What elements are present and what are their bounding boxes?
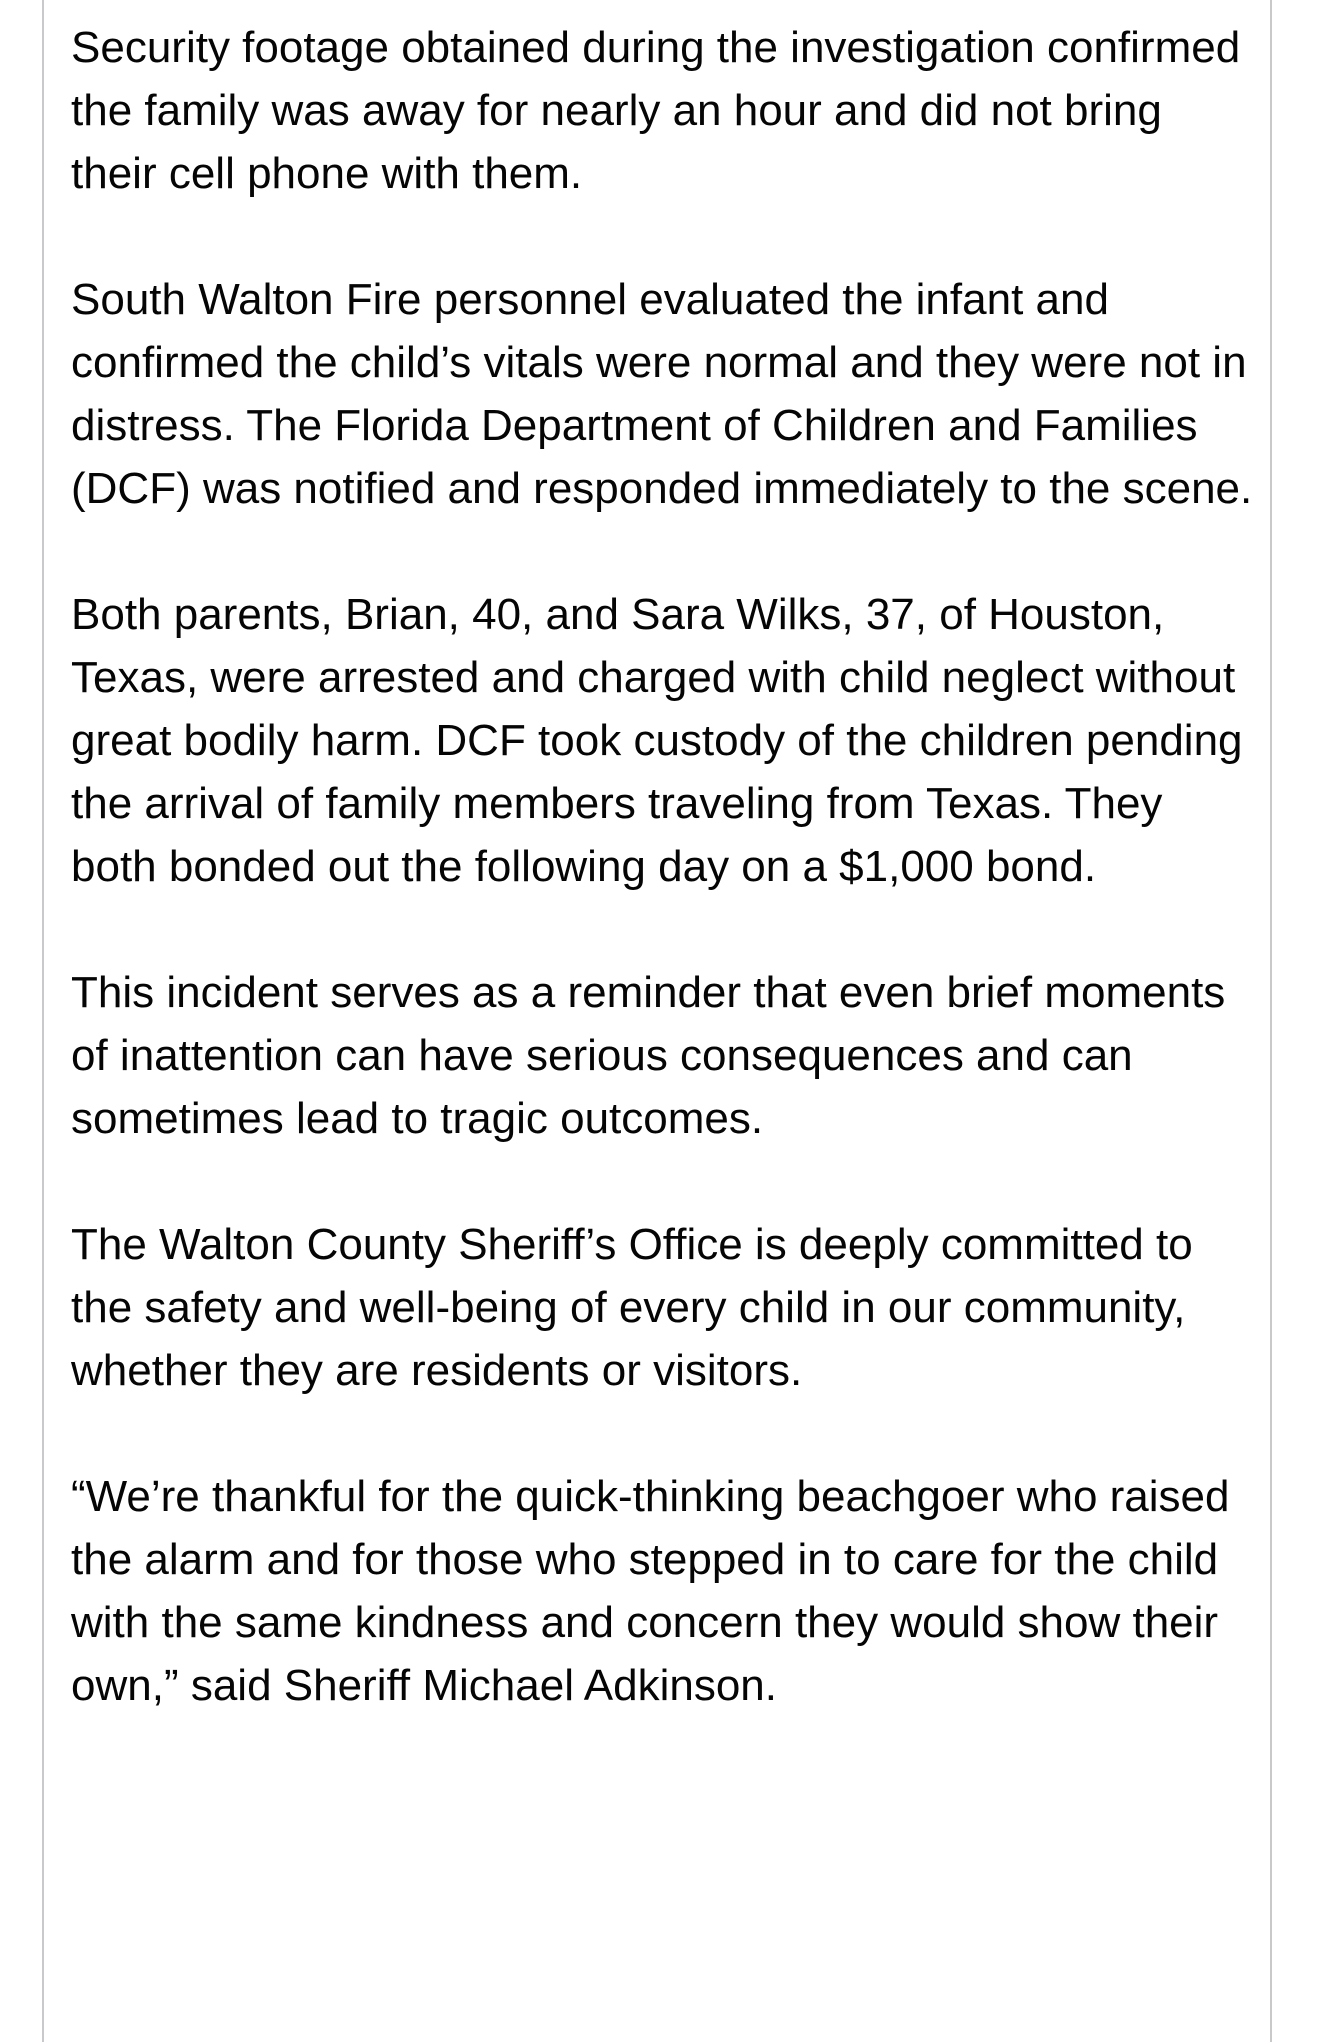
post-paragraph: Security footage obtained during the investigation confirmed the family was away for nearly an hour and did not bring their cell phone with them. [71,23,1241,198]
post-paragraph: South Walton Fire personnel evaluated the infant and confirmed the child’s vitals were normal and they were not in distress. The Florida Department of Children and Families (DCF) was notified and responded immediately to the scene. [71,275,1253,513]
post-paragraph: Both parents, Brian, 40, and Sara Wilks, 37, of Houston, Texas, were arrested and charged with child neglect without great bodily harm. DCF took custody of the children pending the arrival of family members traveling from Texas. They both bonded out the following day on a $1,000 bond. [71,590,1243,891]
post-paragraph: The Walton County Sheriff’s Office is deeply committed to the safety and well-being of every child in our community, whether they are residents or visitors. [71,1220,1193,1395]
post-body [71,16,1256,1717]
post-paragraph: “We’re thankful for the quick-thinking beachgoer who raised the alarm and for those who stepped in to care for the child with the same kindness and concern they would show their own,” said Sheriff Michael Adkinson. [71,1472,1230,1710]
post-paragraph: This incident serves as a reminder that even brief moments of inattention can have serious consequences and can sometimes lead to tragic outcomes. [71,968,1226,1143]
